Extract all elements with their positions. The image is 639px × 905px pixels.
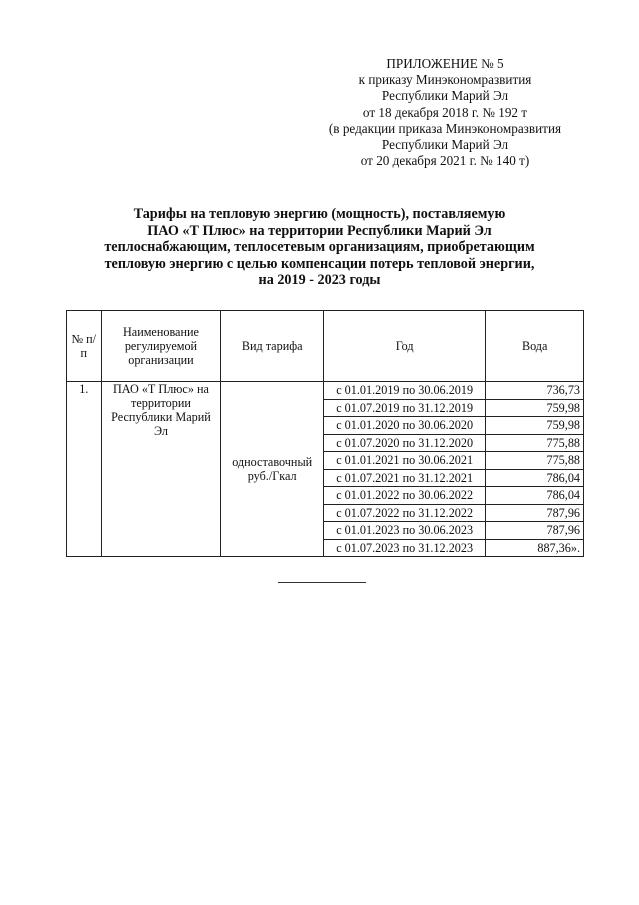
water-value-cell: 775,88 bbox=[486, 434, 584, 452]
document-title bbox=[10, 206, 629, 289]
appendix-line: (в редакции приказа Минэкономразвития bbox=[328, 120, 562, 136]
water-value-cell: 787,96 bbox=[486, 522, 584, 540]
period-cell: с 01.07.2021 по 31.12.2021 bbox=[323, 469, 485, 487]
appendix-line: Республики Марий Эл bbox=[381, 137, 509, 153]
table-row bbox=[67, 382, 584, 400]
water-value-cell: 787,96 bbox=[486, 504, 584, 522]
row-number: 1. bbox=[67, 382, 102, 557]
tariff-table bbox=[66, 310, 584, 557]
tariff-type: одноставочный руб./Гкал bbox=[221, 382, 324, 557]
header-water: Вода bbox=[486, 311, 584, 382]
header-year: Год bbox=[323, 311, 485, 382]
title-line: на 2019 - 2023 годы bbox=[258, 272, 381, 289]
title-line: теплоснабжающим, теплосетевым организациям, приобретающим bbox=[104, 239, 535, 256]
water-value-cell: 887,36». bbox=[486, 539, 584, 557]
period-cell: с 01.01.2022 по 30.06.2022 bbox=[323, 487, 485, 505]
period-cell: с 01.07.2020 по 31.12.2020 bbox=[323, 434, 485, 452]
water-value-cell: 786,04 bbox=[486, 487, 584, 505]
water-value-cell: 736,73 bbox=[486, 382, 584, 400]
appendix-line: к приказу Минэкономразвития bbox=[358, 72, 532, 88]
water-value-cell: 775,88 bbox=[486, 452, 584, 470]
period-cell: с 01.01.2019 по 30.06.2019 bbox=[323, 382, 485, 400]
water-value-cell: 786,04 bbox=[486, 469, 584, 487]
appendix-line: от 18 декабря 2018 г. № 192 т bbox=[362, 104, 528, 120]
period-cell: с 01.07.2022 по 31.12.2022 bbox=[323, 504, 485, 522]
water-value-cell: 759,98 bbox=[486, 417, 584, 435]
title-line: тепловую энергию с целью компенсации потерь тепловой энергии, bbox=[104, 255, 535, 272]
appendix-header bbox=[290, 56, 600, 169]
period-cell: с 01.01.2020 по 30.06.2020 bbox=[323, 417, 485, 435]
appendix-line: Республики Марий Эл bbox=[381, 88, 509, 104]
header-number: № п/п bbox=[67, 311, 102, 382]
period-cell: с 01.01.2023 по 30.06.2023 bbox=[323, 522, 485, 540]
appendix-line: от 20 декабря 2021 г. № 140 т) bbox=[360, 153, 530, 169]
closing-divider bbox=[278, 582, 366, 583]
period-cell: с 01.07.2019 по 31.12.2019 bbox=[323, 399, 485, 417]
appendix-line: ПРИЛОЖЕНИЕ № 5 bbox=[386, 56, 504, 71]
period-cell: с 01.07.2023 по 31.12.2023 bbox=[323, 539, 485, 557]
organization-name: ПАО «Т Плюс» на территории Республики Марий Эл bbox=[101, 382, 221, 557]
title-line: ПАО «Т Плюс» на территории Республики Марий Эл bbox=[147, 222, 492, 239]
header-organization: Наименование регулируемой организации bbox=[101, 311, 221, 382]
title-line: Тарифы на тепловую энергию (мощность), поставляемую bbox=[133, 206, 506, 222]
water-value-cell: 759,98 bbox=[486, 399, 584, 417]
period-cell: с 01.01.2021 по 30.06.2021 bbox=[323, 452, 485, 470]
table-header-row bbox=[67, 311, 584, 382]
header-tariff-type: Вид тарифа bbox=[221, 311, 324, 382]
